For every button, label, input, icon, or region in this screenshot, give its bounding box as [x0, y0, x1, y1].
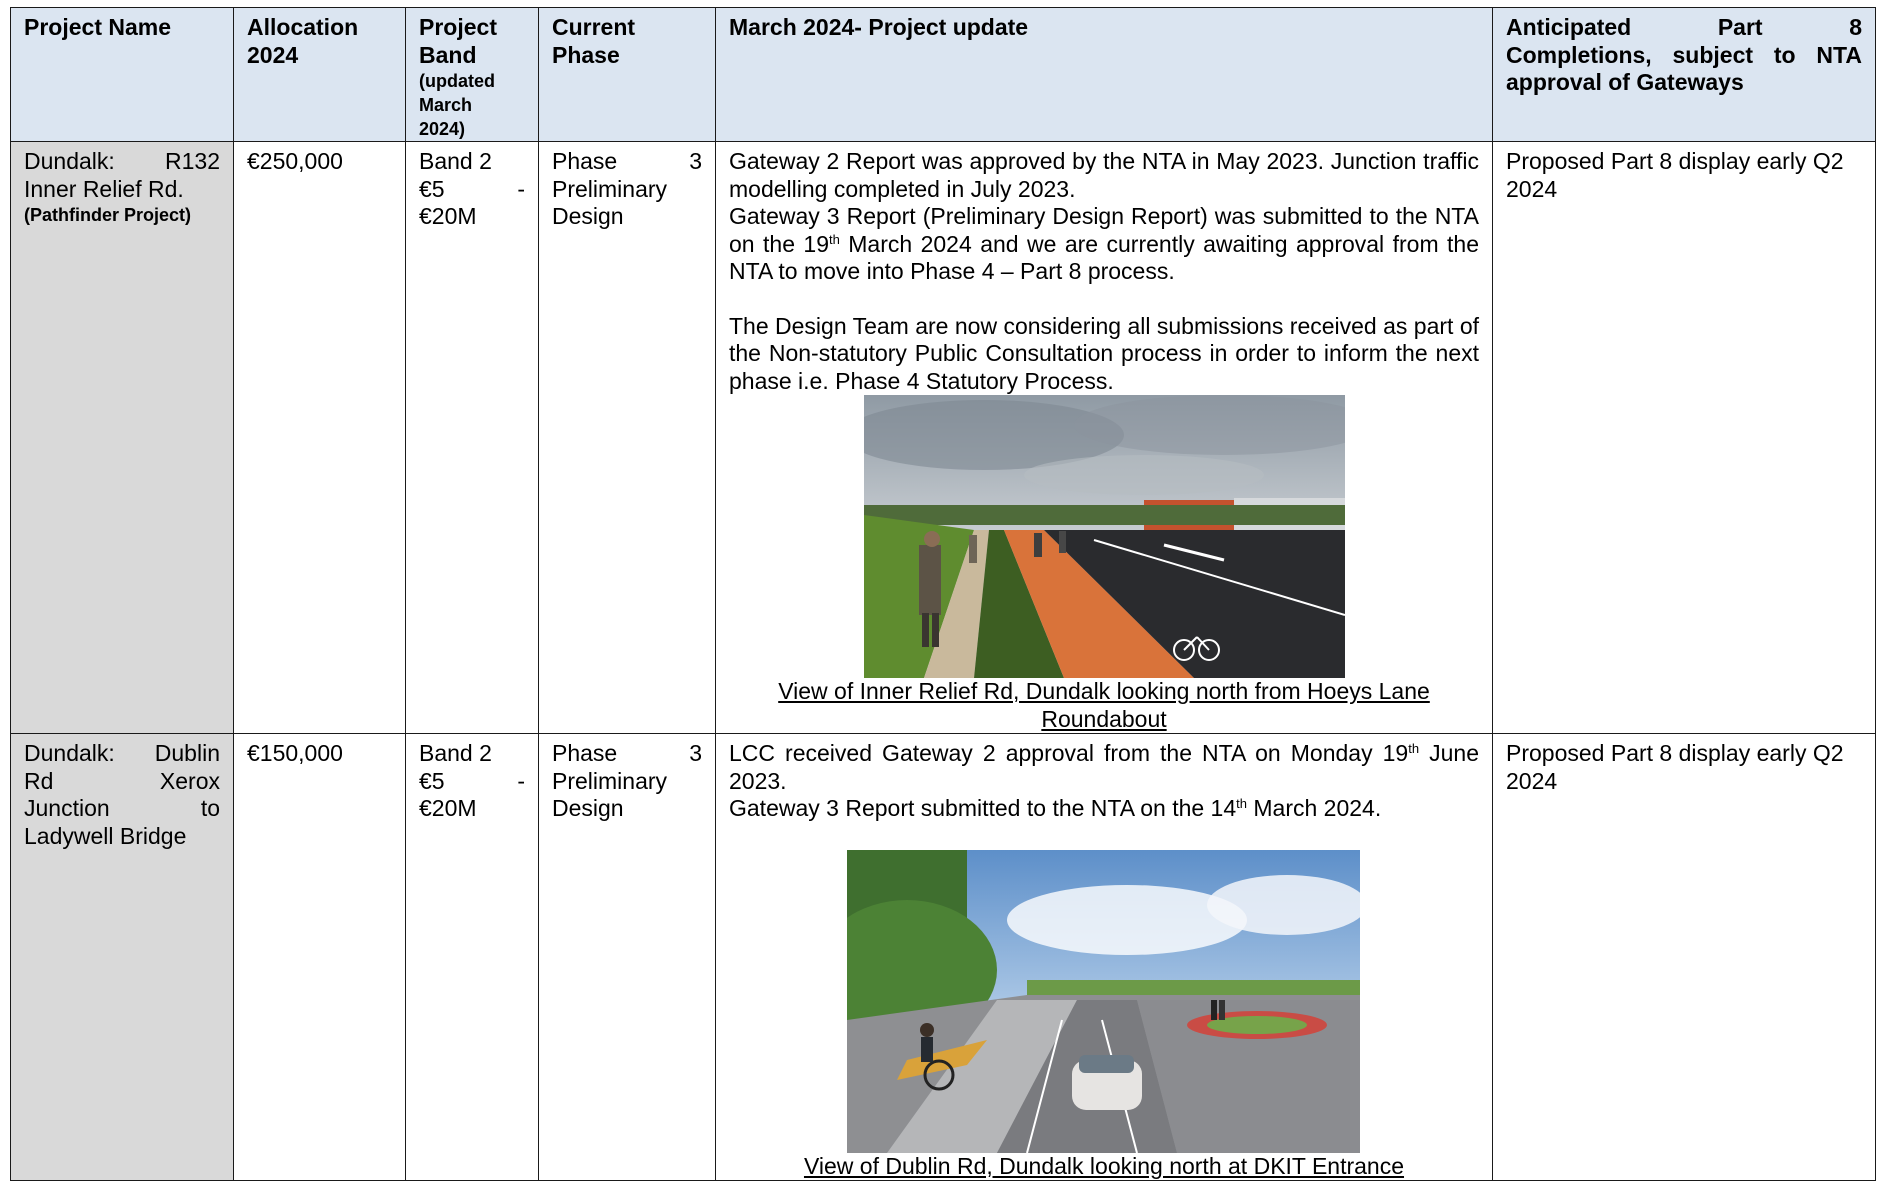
phase-cell: Phase 3 Preliminary Design [539, 142, 716, 734]
project-note: (Pathfinder Project) [24, 205, 192, 225]
anticipated-cell: Proposed Part 8 display early Q2 2024 [1493, 734, 1876, 1181]
projects-table [10, 7, 1876, 1181]
photo-caption: View of Dublin Rd, Dundalk looking north at DKIT Entrance [803, 1152, 1405, 1179]
header-anticipated: Anticipated Part 8 Completions, subject to NTA approval of Gateways [1493, 8, 1876, 142]
header-project-name: Project Name [11, 8, 234, 142]
update-cell: LCC received Gateway 2 approval from the NTA on Monday 19th June 2023. Gateway 3 Report submitted to the NTA on the 14th March 2024. View of Dublin Rd, Dundalk looking north at DKIT Entrance [716, 734, 1493, 1181]
update-cell: Gateway 2 Report was approved by the NTA in May 2023. Junction traffic modelling completed in July 2023. Gateway 3 Report (Preliminary Design Report) was submitted to the NTA on the 19th March 2024 and we are currently awaiting approval from the NTA to move into Phase 4 – Part 8 process. The Design Team are now considering all submissions received as part of the Non-statutory Public Consultation process in order to inform the next phase i.e. Phase 4 Statutory Process. View of Inner Relief Rd, Dundalk looking north from Hoeys Lane Roundabout [716, 142, 1493, 734]
header-row [11, 8, 1876, 142]
phase-cell: Phase 3 Preliminary Design [539, 734, 716, 1181]
allocation-cell: €150,000 [234, 734, 406, 1181]
anticipated-cell: Proposed Part 8 display early Q2 2024 [1493, 142, 1876, 734]
dublin-road-photo [847, 850, 1360, 1153]
allocation-cell: €250,000 [234, 142, 406, 734]
header-band-note: (updated March 2024) [419, 71, 495, 139]
project-name-cell: Dundalk: Dublin Rd Xerox Junction to Ladywell Bridge [11, 734, 234, 1181]
header-allocation: Allocation 2024 [234, 8, 406, 142]
table-row [11, 142, 1876, 734]
header-current-phase: Current Phase [539, 8, 716, 142]
band-cell: Band 2 €5 - €20M [406, 142, 539, 734]
header-project-update: March 2024- Project update [716, 8, 1493, 142]
inner-relief-road-photo [864, 395, 1345, 678]
table-row [11, 734, 1876, 1181]
photo-caption: View of Inner Relief Rd, Dundalk looking north from Hoeys Lane Roundabout [778, 678, 1430, 732]
project-name-cell: Dundalk: R132 Inner Relief Rd. (Pathfinder Project) [11, 142, 234, 734]
band-cell: Band 2 €5 - €20M [406, 734, 539, 1181]
header-project-band: Project Band (updated March 2024) [406, 8, 539, 142]
